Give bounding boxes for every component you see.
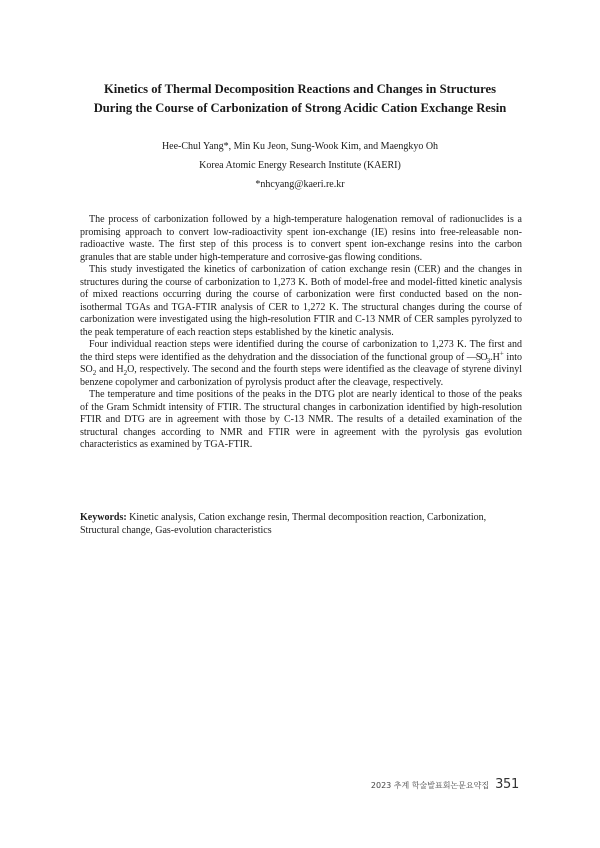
- keywords-text: Kinetic analysis, Cation exchange resin, Thermal decomposition reaction, Carbonization, Structural change, Gas-evolution characteristics: [80, 512, 487, 536]
- subscript-2b: 2: [123, 369, 128, 377]
- page-number: 351: [495, 777, 519, 792]
- p3-h: .H: [490, 351, 500, 363]
- sulfonate-group: —SO: [466, 351, 487, 363]
- keywords: [80, 512, 522, 537]
- subscript-2a: 2: [92, 369, 97, 377]
- title-line-1: Kinetics of Thermal Decomposition Reactions and Changes in Structures: [103, 82, 497, 96]
- conference-name: 2023 추계 학술발표회논문요약집: [370, 781, 490, 790]
- abstract-paragraph-2: This study investigated the kinetics of carbonization of cation exchange resin (CER) and the changes in structures during the course of carbonization to 1,273 K. Both of model-free and model-fitted kinetic analysis of mixed reactions occurring during the course of carbonization were first conducted based on the non-isothermal TGAs and TGA-FTIR analysis of CER to 1,272 K. The structural changes during the course of carbonization were investigated using the high-resolution FTIR and C-13 NMR of CER samples pyrolyzed to the peak temperature of each reaction steps established by the kinetic analysis.: [80, 264, 522, 338]
- page-footer: [371, 777, 519, 792]
- subscript-3: 3: [486, 356, 491, 365]
- keywords-label: Keywords:: [80, 512, 127, 523]
- superscript-plus: +: [499, 349, 504, 358]
- paper-title: [60, 80, 540, 118]
- abstract-paragraph-4: The temperature and time positions of the peaks in the DTG plot are nearly identical to those of the peaks of the Gram Schmidt intensity of FTIR. The structural changes in carbonization identified by high-resolution FTIR and DTG are in agreement with those by C-13 NMR. The results of a detailed examination of the structural changes according to NMR and FTIR were in agreement with the pyrolysis gas evolution characteristics as examined by TGA-FTIR.: [80, 389, 522, 450]
- p3-text-d: O, respectively. The second and the fourth steps were identified as the cleavage of styrene divinyl benzene copolymer and carbonization of pyrolysis product after the cleavage, respectively.: [80, 364, 522, 388]
- p3-text-a: Four individual reaction steps were identified during the course of carbonization to 1,273 K. The first and the third steps were identified as the dehydration and the dissociation of the functional group of: [80, 339, 522, 363]
- abstract: [80, 214, 522, 452]
- affiliation: Korea Atomic Energy Research Institute (KAERI): [199, 160, 401, 171]
- p3-text-b: into SO: [80, 351, 522, 375]
- author-list: Hee-Chul Yang*, Min Ku Jeon, Sung-Wook Kim, and Maengkyo Oh: [161, 141, 439, 152]
- abstract-paragraph-1: The process of carbonization followed by a high-temperature halogenation removal of radionuclides is a promising approach to convert low-radioactivity spent ion-exchange (IE) resins into free-releasable non-radioactive waste. The first step of this process is to convert spent ion-exchange resins into the carbon granules that are stable under high-temperature and corrosive-gas flowing conditions.: [80, 214, 522, 263]
- corresponding-email: *nhcyang@kaeri.re.kr: [255, 179, 345, 190]
- abstract-paragraph-3: [80, 339, 522, 389]
- p3-text-c: and H: [96, 364, 124, 375]
- title-line-2: During the Course of Carbonization of Strong Acidic Cation Exchange Resin: [93, 101, 507, 115]
